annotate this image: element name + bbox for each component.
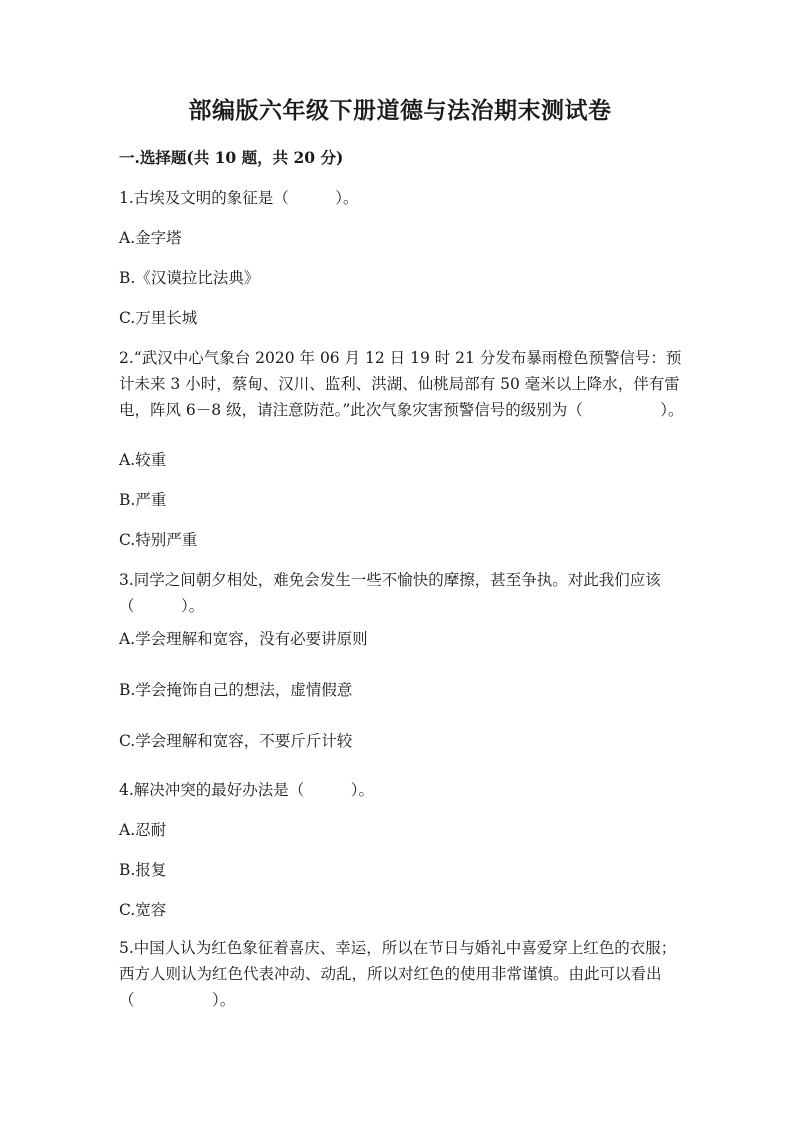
question-1-option-a: A.金字塔	[119, 229, 182, 247]
page-title: 部编版六年级下册道德与法治期末测试卷	[188, 97, 612, 124]
question-1-stem: 1.古埃及文明的象征是（ ）。	[119, 189, 359, 207]
question-5-stem: 5.中国人认为红色象征着喜庆、幸运，所以在节日与婚礼中喜爱穿上红色的衣服；西方人则认为红色代表冲动、动乱，所以对红色的使用非常谨慎。由此可以看出（ ）。	[119, 939, 677, 1009]
question-4-option-a: A.忍耐	[119, 821, 167, 839]
question-2-stem: 2.“武汉中心气象台 2020 年 06 月 12 日 19 时 21 分发布暴雨橙色预警信号：预计未来 3 小时，蔡甸、汉川、监利、洪湖、仙桃局部有 50 毫米以上降水，伴有雷电，阵风 6－8 级，请注意防范。”此次气象灾害预警信号的级别为（ ）。	[119, 349, 684, 419]
section-heading: 一.选择题(共 10 题，共 20 分)	[119, 148, 344, 167]
question-4-option-b: B.报复	[119, 861, 167, 879]
question-1-option-c: C.万里长城	[119, 309, 198, 327]
question-3-option-b: B.学会掩饰自己的想法，虚情假意	[119, 681, 353, 699]
question-1-option-b: B.《汉谟拉比法典》	[119, 269, 260, 287]
question-3-option-c: C.学会理解和宽容，不要斤斤计较	[119, 732, 353, 750]
question-3-stem: 3.同学之间朝夕相处，难免会发生一些不愉快的摩擦，甚至争执。对此我们应该（ ）。	[119, 571, 661, 615]
question-3-option-a: A.学会理解和宽容，没有必要讲原则	[119, 630, 368, 648]
question-4-stem: 4.解决冲突的最好办法是（ ）。	[119, 781, 375, 799]
question-2-option-a: A.较重	[119, 451, 167, 469]
question-2-option-c: C.特别严重	[119, 531, 198, 549]
question-2-option-b: B.严重	[119, 491, 167, 509]
question-4-option-c: C.宽容	[119, 901, 167, 919]
